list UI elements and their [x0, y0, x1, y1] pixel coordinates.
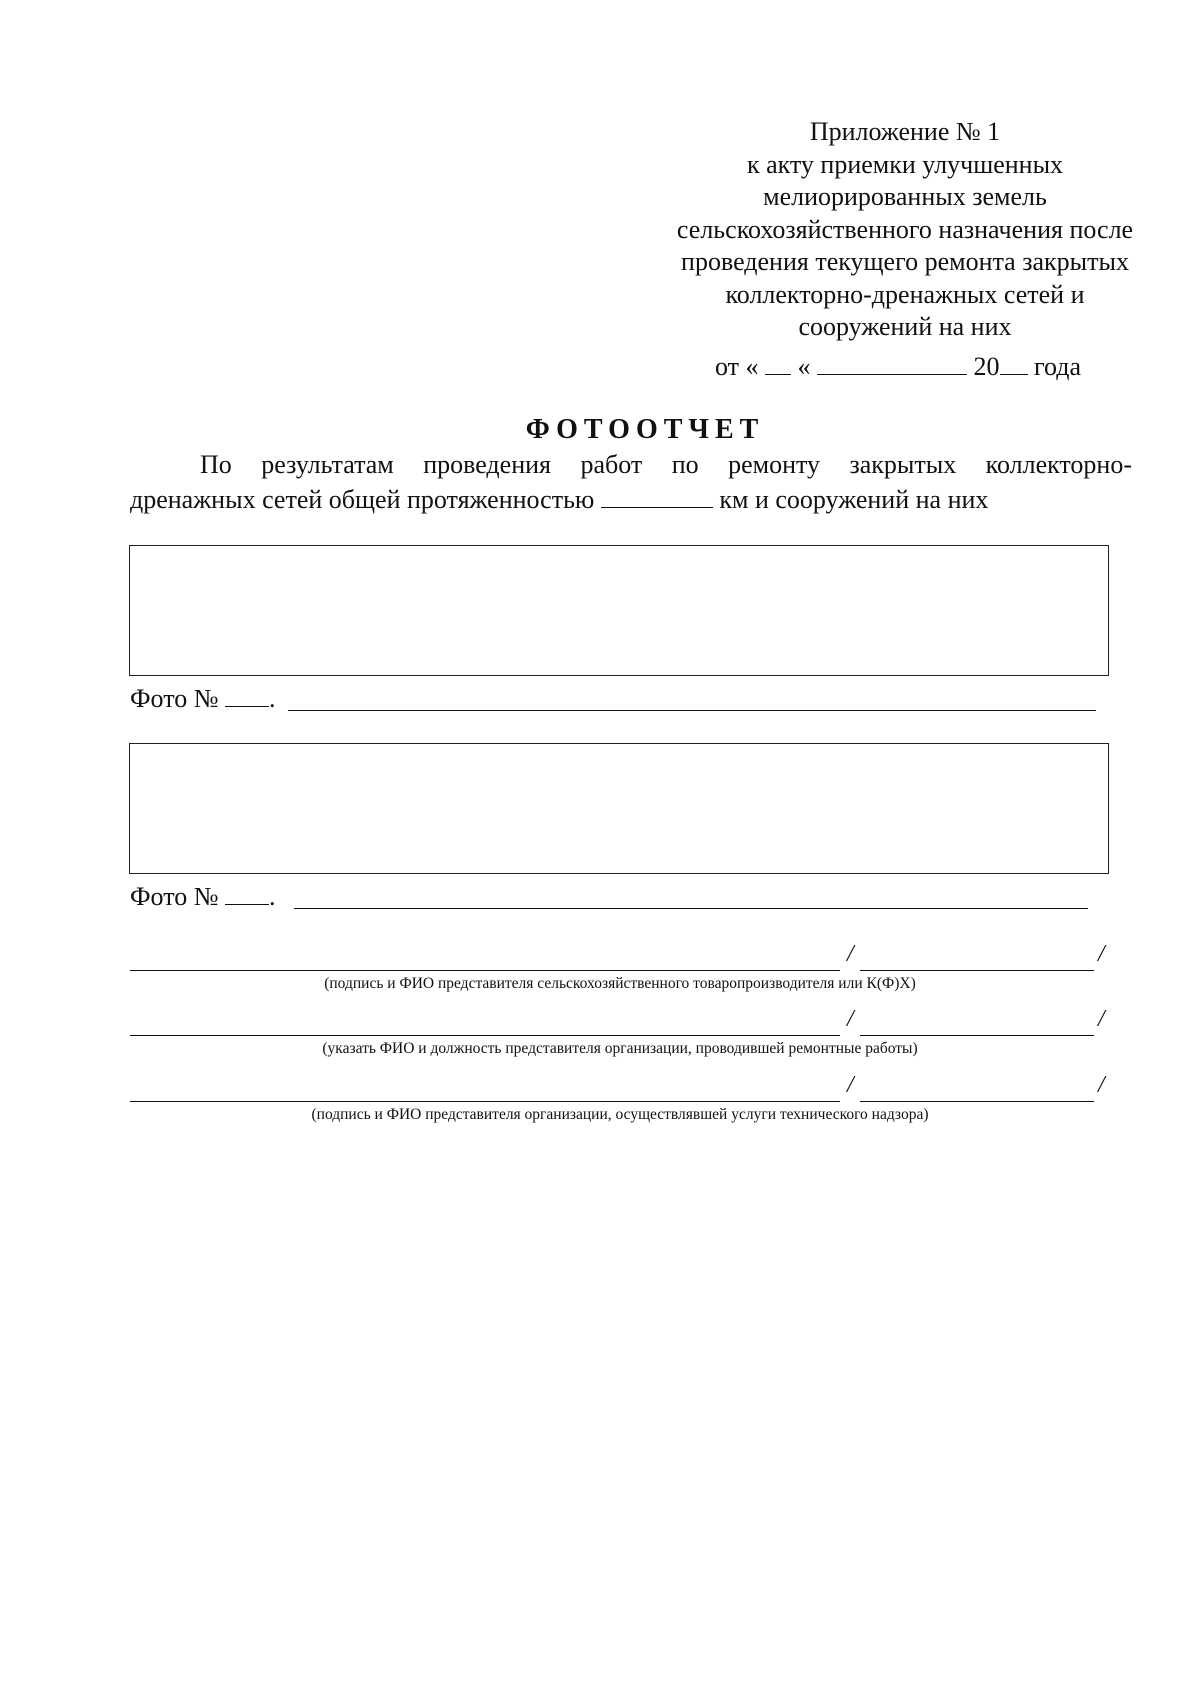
appendix-line: мелиорированных земель	[763, 182, 1047, 211]
appendix-title: Приложение № 1	[809, 117, 1001, 146]
date-prefix: от «	[715, 352, 759, 381]
signature-name-line-1[interactable]	[860, 970, 1094, 971]
appendix-line: проведения текущего ремонта закрытых	[681, 247, 1129, 276]
photo-frame-1[interactable]	[129, 545, 1109, 676]
year-prefix: 20	[973, 352, 1000, 381]
photo-frame-2[interactable]	[129, 743, 1109, 874]
signature-slash: /	[1098, 941, 1105, 967]
length-blank[interactable]	[601, 506, 713, 508]
photo-number-label: Фото №	[130, 684, 219, 713]
report-title: ФОТООТЧЕТ	[525, 414, 765, 445]
caption-dot: .	[269, 684, 276, 713]
signature-slash: /	[847, 1006, 854, 1032]
day-blank[interactable]	[765, 373, 791, 375]
intro-text-after: км и сооружений на них	[719, 485, 989, 514]
intro-line-2	[130, 485, 988, 515]
month-blank[interactable]	[817, 373, 967, 375]
appendix-line: сооружений на них	[798, 312, 1012, 341]
year-suffix: года	[1034, 352, 1082, 381]
appendix-line: сельскохозяйственного назначения после	[676, 214, 1134, 244]
signature-caption-2: (указать ФИО и должность представителя организации, проводившей ремонтные работы)	[322, 1040, 918, 1057]
intro-line-1: По результатам проведения работ по ремонту закрытых коллекторно-	[200, 450, 1132, 479]
caption-dot: .	[269, 882, 276, 911]
signature-name-line-3[interactable]	[860, 1101, 1094, 1102]
signature-caption-3: (подпись и ФИО представителя организации, осуществлявшей услуги технического надзора)	[311, 1106, 929, 1123]
photo-number-label: Фото №	[130, 882, 219, 911]
signature-slash: /	[847, 941, 854, 967]
signature-caption-1: (подпись и ФИО представителя сельскохозяйственного товаропроизводителя или К(Ф)Х)	[324, 975, 916, 992]
date-quote: «	[797, 352, 811, 381]
photo-number-blank[interactable]	[225, 903, 269, 905]
appendix-line: коллекторно-дренажных сетей и	[725, 279, 1085, 309]
signature-line-1[interactable]	[130, 970, 840, 971]
appendix-header	[640, 116, 1170, 344]
signature-slash: /	[1098, 1072, 1105, 1098]
signature-name-line-2[interactable]	[860, 1035, 1094, 1036]
photo-description-line-1[interactable]	[288, 710, 1096, 711]
signature-line-3[interactable]	[130, 1101, 840, 1102]
date-line	[715, 352, 1081, 382]
photo-caption-2	[130, 882, 276, 912]
photo-caption-1	[130, 684, 276, 714]
signature-slash: /	[847, 1072, 854, 1098]
photo-description-line-2[interactable]	[294, 908, 1088, 909]
signature-slash: /	[1098, 1006, 1105, 1032]
year-blank[interactable]	[1000, 373, 1028, 375]
intro-text-before: дренажных сетей общей протяженностью	[130, 485, 595, 514]
appendix-line: к акту приемки улучшенных	[746, 149, 1064, 179]
photo-number-blank[interactable]	[225, 705, 269, 707]
signature-line-2[interactable]	[130, 1035, 840, 1036]
